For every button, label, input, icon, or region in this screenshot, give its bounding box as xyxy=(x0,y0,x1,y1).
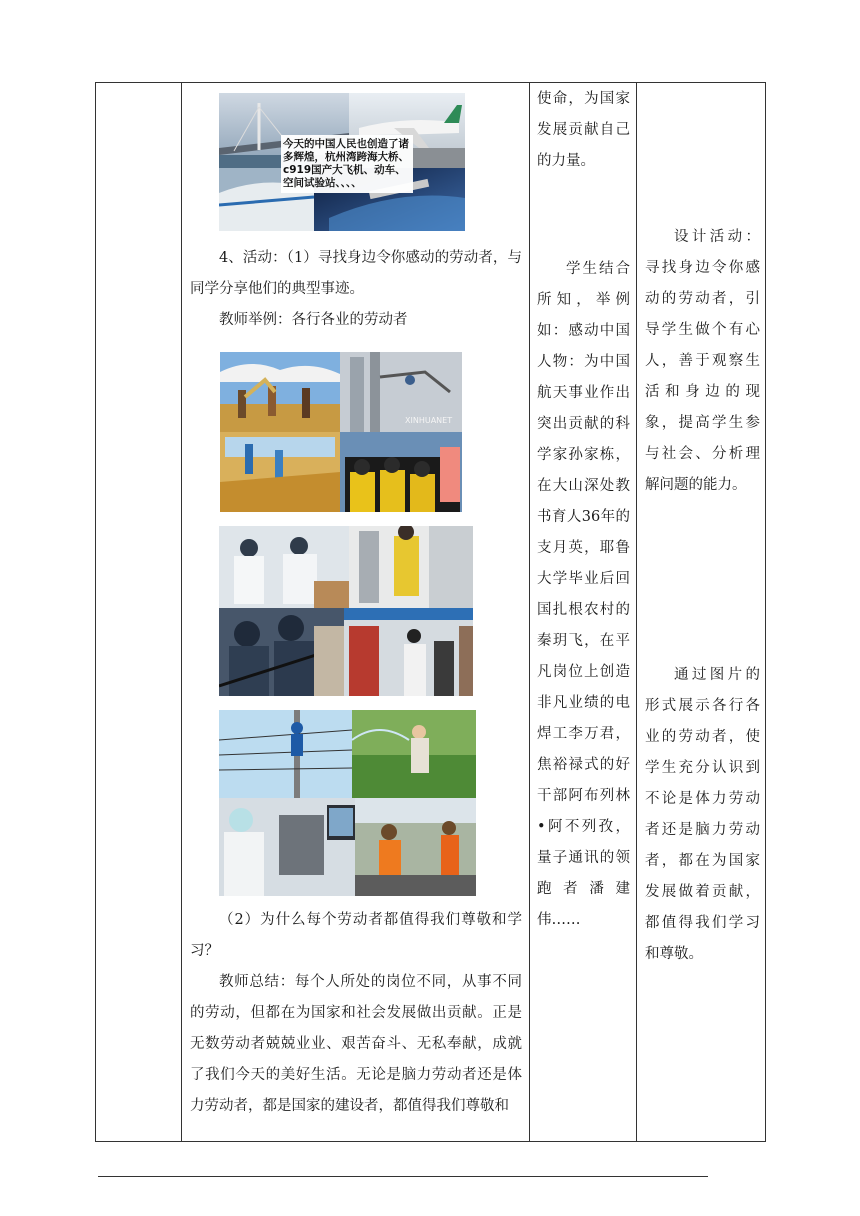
workers-collage-2 xyxy=(219,526,473,696)
table-col-1 xyxy=(95,82,182,1142)
xinhuanet-watermark: XINHUANET xyxy=(405,416,453,425)
workers-collage-3 xyxy=(219,710,476,896)
activity-text: 4、活动：（1）寻找身边令你感动的劳动者，与同学分享他们的典型事迹。 xyxy=(190,250,522,297)
achievements-photo xyxy=(219,93,465,231)
purpose-text: 通过图片的形式展示各行各业的劳动者，使学生充分认识到不论是体力劳动者还是脑力劳动者，都在为国家发展做着贡献，都值得我们学习和尊敬。 xyxy=(645,667,760,962)
workers-collage-1 xyxy=(220,352,462,512)
teacher-example: 教师举例：各行各业的劳动者 xyxy=(219,312,408,328)
student-examples: 学生结合所知，举例如：感动中国人物：为中国航天事业作出突出贡献的科学家孙家栋，在大山深处教书育人36年的支月英，耶鲁大学毕业后回国扎根农村的秦玥飞，在平凡岗位上创造非凡业绩的电焊工李万君，焦裕禄式的好干部阿布列林•阿不列孜，量子通讯的领跑者潘建伟…… xyxy=(537,261,630,928)
col3-top-text: 使命，为国家发展贡献自己的力量。 xyxy=(537,91,630,169)
question-text: （2）为什么每个劳动者都值得我们尊敬和学习？ xyxy=(190,912,522,959)
photo-caption: 今天的中国人民也创造了诸多辉煌，杭州湾跨海大桥、c919国产大飞机、动车、空间试验站、、、、 xyxy=(283,138,409,189)
design-activity-text: 设计活动：寻找身边令你感动的劳动者，引导学生做个有心人，善于观察生活和身边的现象，提高学生参与社会、分析理解问题的能力。 xyxy=(645,229,760,493)
teacher-summary: 教师总结：每个人所处的岗位不同，从事不同的劳动，但都在为国家和社会发展做出贡献。正是无数劳动者兢兢业业、艰苦奋斗、无私奉献，成就了我们今天的美好生活。无论是脑力劳动者还是体力劳动者，都是国家的建设者，都值得我们尊敬和 xyxy=(190,974,522,1114)
footer-line xyxy=(98,1176,708,1177)
